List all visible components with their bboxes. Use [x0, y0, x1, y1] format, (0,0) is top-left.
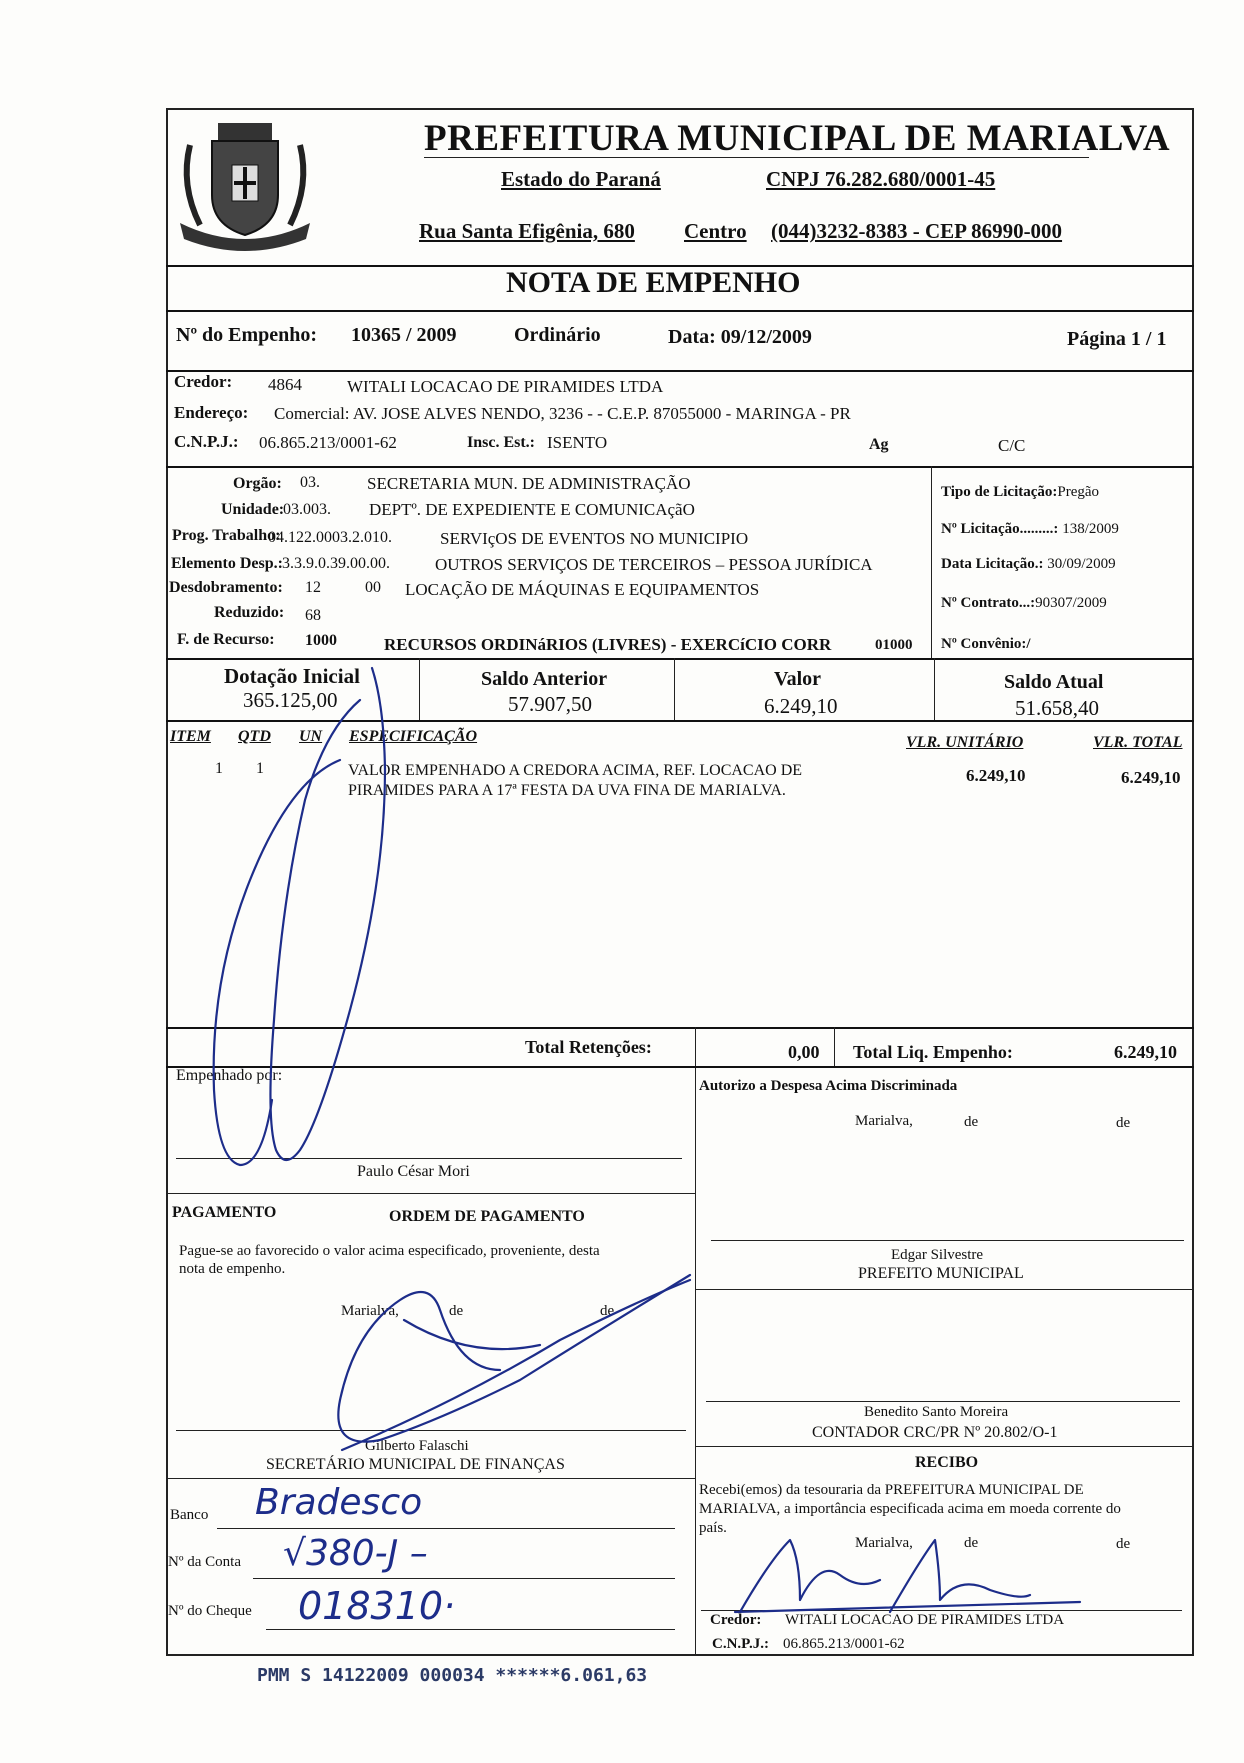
item-unit-price: 6.249,10 — [966, 766, 1026, 785]
header-state: Estado do Paraná — [501, 167, 661, 191]
recurso-code: 1000 — [305, 632, 337, 649]
contador-name: Benedito Santo Moreira — [864, 1404, 1009, 1420]
signer-gilberto: Gilberto Falaschi — [365, 1438, 469, 1454]
recurso-name: RECURSOS ORDINáRIOS (LIVRES) - EXERCíCIO CORR — [384, 635, 832, 654]
signer-gilberto-role: SECRETÁRIO MUNICIPAL DE FINANÇAS — [266, 1456, 565, 1473]
desdobramento-label: Desdobramento: — [169, 579, 283, 596]
pague-line2: nota de empenho. — [179, 1261, 286, 1277]
elemento-label: Elemento Desp.: — [171, 555, 283, 572]
credor-address: Comercial: AV. JOSE ALVES NENDO, 3236 - - C.E.P. 87055000 - MARINGA - PR — [274, 404, 851, 423]
recibo-marialva: Marialva, — [855, 1535, 913, 1551]
saldo-atual: 51.658,40 — [1015, 696, 1099, 720]
orgao-label: Orgão: — [233, 475, 282, 492]
credor-name: WITALI LOCACAO DE PIRAMIDES LTDA — [347, 377, 664, 396]
autorizo-de1: de — [964, 1114, 979, 1130]
col-un: UN — [299, 728, 323, 745]
credor-insc: ISENTO — [547, 433, 608, 452]
total-liq-label: Total Liq. Empenho: — [853, 1042, 1013, 1062]
recibo-line3: país. — [699, 1520, 727, 1536]
prefeito-role: PREFEITO MUNICIPAL — [858, 1265, 1024, 1282]
reduzido-label: Reduzido: — [214, 604, 285, 621]
recibo-cnpj-label: C.N.P.J.: — [712, 1636, 769, 1652]
header-title: PREFEITURA MUNICIPAL DE MARIALVA — [424, 118, 1171, 159]
prog-name: SERVIçOS DE EVENTOS NO MUNICIPIO — [440, 529, 749, 548]
item-qtd: 1 — [256, 760, 264, 777]
num-licitacao: 138/2009 — [1062, 521, 1119, 537]
convenio-label: Nº Convênio:/ — [941, 636, 1031, 652]
saldo-atual-label: Saldo Atual — [1004, 671, 1104, 693]
pague-line1: Pague-se ao favorecido o valor acima especificado, proveniente, desta — [179, 1243, 600, 1259]
autorizo-label: Autorizo a Despesa Acima Discriminada — [699, 1078, 958, 1094]
recibo-label: RECIBO — [915, 1454, 979, 1471]
saldo-anterior-label: Saldo Anterior — [481, 668, 608, 690]
unidade-code: 03.003. — [283, 501, 331, 518]
ordem-marialva: Marialva, — [341, 1303, 399, 1319]
conta-handwritten: √380-J – — [283, 1533, 428, 1574]
col-especificacao: ESPECIFICAÇÃO — [349, 728, 478, 745]
col-vlr-unitario: VLR. UNITÁRIO — [906, 734, 1024, 751]
valor-label: Valor — [774, 668, 822, 690]
document-title: NOTA DE EMPENHO — [506, 266, 801, 299]
page-number: Página 1 / 1 — [1067, 328, 1167, 350]
item-spec-line1: VALOR EMPENHADO A CREDORA ACIMA, REF. LOCACAO DE — [348, 762, 803, 779]
col-vlr-total: VLR. TOTAL — [1093, 734, 1183, 751]
prog-label: Prog. Trabalho: — [172, 527, 281, 544]
orgao-name: SECRETARIA MUN. DE ADMINISTRAÇÃO — [367, 474, 691, 493]
recibo-de2: de — [1116, 1536, 1131, 1552]
total-retencoes-label: Total Retenções: — [525, 1037, 652, 1057]
autorizo-marialva: Marialva, — [855, 1113, 913, 1129]
ordem-de1: de — [449, 1303, 464, 1319]
conta-label: Nº da Conta — [168, 1554, 241, 1570]
desdobramento-name: LOCAÇÃO DE MÁQUINAS E EQUIPAMENTOS — [405, 580, 760, 599]
credor-cnpj: 06.865.213/0001-62 — [259, 433, 397, 452]
unidade-name: DEPTº. DE EXPEDIENTE E COMUNICAçãO — [369, 500, 695, 519]
item-total: 6.249,10 — [1121, 768, 1181, 787]
valor: 6.249,10 — [764, 694, 838, 718]
pagamento-label: PAGAMENTO — [172, 1204, 277, 1221]
recibo-credor: WITALI LOCACAO DE PIRAMIDES LTDA — [785, 1612, 1065, 1628]
ordem-de2: de — [600, 1303, 615, 1319]
banco-label: Banco — [170, 1507, 209, 1523]
signer-paulo: Paulo César Mori — [357, 1163, 470, 1180]
insc-label: Insc. Est.: — [467, 434, 536, 451]
dotacao-inicial-label: Dotação Inicial — [224, 664, 360, 688]
orgao-code: 03. — [300, 474, 320, 491]
ag-label: Ag — [869, 436, 889, 453]
desdobramento-sub: 00 — [365, 579, 381, 596]
saldo-anterior: 57.907,50 — [508, 692, 592, 716]
prefeito-name: Edgar Silvestre — [891, 1247, 984, 1263]
recibo-line1: Recebi(emos) da tesouraria da PREFEITURA MUNICIPAL DE — [699, 1482, 1084, 1498]
empenho-type: Ordinário — [514, 324, 601, 346]
data-licitacao-label: Data Licitação.: 30/09/2009 — [941, 556, 1116, 572]
item-number: 1 — [215, 760, 223, 777]
tipo-licitacao-label: Tipo de Licitação:Pregão — [941, 484, 1100, 500]
recurso-sub: 01000 — [875, 637, 913, 653]
autorizo-de2: de — [1116, 1115, 1131, 1131]
num-licitacao-label: Nº Licitação.........: 138/2009 — [941, 521, 1119, 537]
cnpj-label: C.N.P.J.: — [174, 432, 239, 451]
desdobramento-code: 12 — [305, 579, 321, 596]
header-cnpj: CNPJ 76.282.680/0001-45 — [766, 167, 996, 191]
contador-role: CONTADOR CRC/PR Nº 20.802/O-1 — [812, 1424, 1058, 1441]
header-phone-cep: (044)3232-8383 - CEP 86990-000 — [771, 219, 1063, 243]
total-retencoes: 0,00 — [788, 1042, 820, 1062]
cheque-label: Nº do Cheque — [168, 1603, 252, 1619]
total-liq: 6.249,10 — [1114, 1042, 1177, 1062]
elemento-code: 3.3.9.0.39.00.00. — [282, 555, 390, 572]
empenho-number: 10365 / 2009 — [351, 324, 457, 346]
cheque-handwritten: 018310· — [298, 1584, 456, 1628]
recurso-label: F. de Recurso: — [177, 631, 275, 648]
recibo-credor-label: Credor: — [710, 1612, 762, 1628]
endereco-label: Endereço: — [174, 403, 249, 422]
col-qtd: QTD — [238, 728, 271, 745]
prog-code: 04.122.0003.2.010. — [268, 529, 392, 546]
credor-label: Credor: — [174, 372, 233, 391]
recibo-de1: de — [964, 1535, 979, 1551]
col-item: ITEM — [170, 728, 211, 745]
empenhado-por-label: Empenhado por: — [176, 1067, 283, 1084]
elemento-name: OUTROS SERVIÇOS DE TERCEIROS – PESSOA JURÍDICA — [435, 555, 873, 574]
contrato-label: Nº Contrato...:90307/2009 — [941, 595, 1107, 611]
recibo-cnpj: 06.865.213/0001-62 — [783, 1636, 905, 1652]
ordem-pagamento-label: ORDEM DE PAGAMENTO — [389, 1208, 585, 1225]
banco-handwritten: Bradesco — [255, 1482, 423, 1523]
contrato-number: 90307/2009 — [1035, 595, 1107, 611]
credor-code: 4864 — [268, 375, 302, 394]
reduzido-value: 68 — [305, 607, 321, 624]
header-district: Centro — [684, 219, 747, 243]
dotacao-inicial: 365.125,00 — [243, 688, 338, 712]
recibo-line2: MARIALVA, a importância especificada acima em moeda corrente do — [699, 1501, 1121, 1517]
data-licitacao: 30/09/2009 — [1047, 556, 1116, 572]
unidade-label: Unidade: — [221, 501, 285, 518]
empenho-number-label: Nº do Empenho: — [176, 324, 318, 346]
footer-stamp: PMM S 14122009 000034 ******6.061,63 — [257, 1665, 648, 1686]
cc-label: C/C — [998, 436, 1026, 455]
header-street: Rua Santa Efigênia, 680 — [419, 219, 635, 243]
empenho-date: Data: 09/12/2009 — [668, 326, 812, 348]
tipo-licitacao: Pregão — [1057, 484, 1100, 500]
item-spec-line2: PIRAMIDES PARA A 17ª FESTA DA UVA FINA DE MARIALVA. — [348, 782, 786, 799]
